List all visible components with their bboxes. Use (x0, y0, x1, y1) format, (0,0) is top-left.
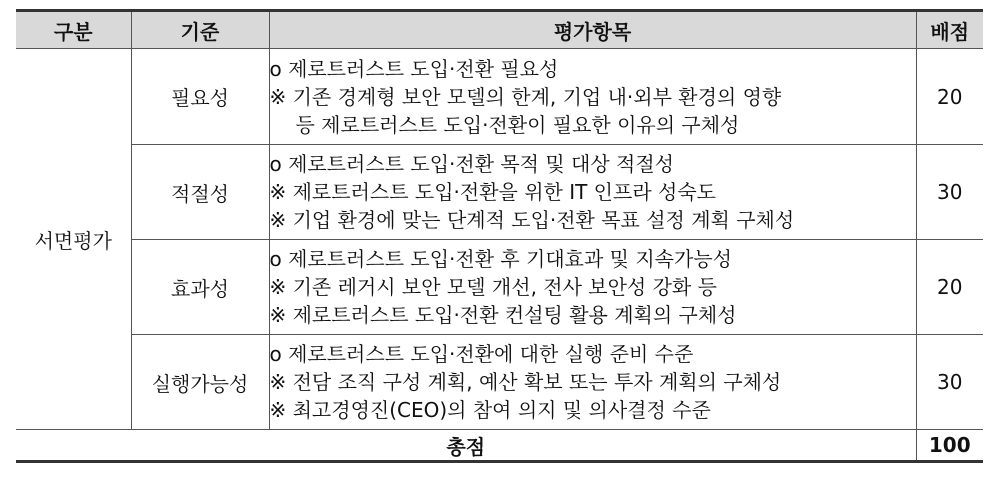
item-line: ※ 제로트러스트 도입·전환 컨설팅 활용 계획의 구체성 (269, 303, 737, 327)
header-score: 배점 (916, 11, 983, 49)
evaluation-table (16, 9, 983, 463)
item-line: o 제로트러스트 도입·전환 후 기대효과 및 지속가능성 (269, 247, 732, 271)
criterion-cell: 실행가능성 (131, 335, 269, 430)
criterion-cell: 필요성 (131, 49, 269, 145)
score-cell: 30 (916, 145, 983, 240)
header-division: 구분 (16, 11, 131, 49)
header-items: 평가항목 (269, 11, 916, 49)
total-row (16, 430, 983, 462)
items-cell (269, 240, 916, 335)
items-cell (269, 49, 916, 145)
item-line: o 제로트러스트 도입·전환 목적 및 대상 적절성 (269, 152, 674, 176)
item-line: ※ 기존 레거시 보안 모델 개선, 전사 보안성 강화 등 (269, 275, 717, 299)
criterion-cell: 적절성 (131, 145, 269, 240)
header-criterion: 기준 (131, 11, 269, 49)
table-row (16, 49, 983, 145)
item-line: 등 제로트러스트 도입·전환이 필요한 이유의 구체성 (295, 112, 740, 137)
table-row (16, 240, 983, 335)
table-row (16, 145, 983, 240)
total-score: 100 (916, 430, 983, 462)
item-line: o 제로트러스트 도입·전환 필요성 (269, 56, 559, 81)
score-cell: 30 (916, 335, 983, 430)
item-line: ※ 기업 환경에 맞는 단계적 도입·전환 목표 설정 계획 구체성 (269, 208, 795, 232)
item-line: ※ 제로트러스트 도입·전환을 위한 IT 인프라 성숙도 (269, 180, 716, 204)
item-line: o 제로트러스트 도입·전환에 대한 실행 준비 수준 (269, 342, 694, 366)
item-line: ※ 기존 경계형 보안 모델의 한계, 기업 내·외부 환경의 영향 (269, 84, 782, 109)
header-row (16, 11, 983, 49)
item-line: ※ 최고경영진(CEO)의 참여 의지 및 의사결정 수준 (269, 398, 711, 422)
items-cell (269, 335, 916, 430)
division-cell: 서면평가 (16, 49, 131, 430)
score-cell: 20 (916, 49, 983, 145)
item-line: ※ 전담 조직 구성 계획, 예산 확보 또는 투자 계획의 구체성 (269, 370, 782, 394)
table-row (16, 335, 983, 430)
total-label: 총점 (16, 430, 916, 462)
score-cell: 20 (916, 240, 983, 335)
criterion-cell: 효과성 (131, 240, 269, 335)
items-cell (269, 145, 916, 240)
